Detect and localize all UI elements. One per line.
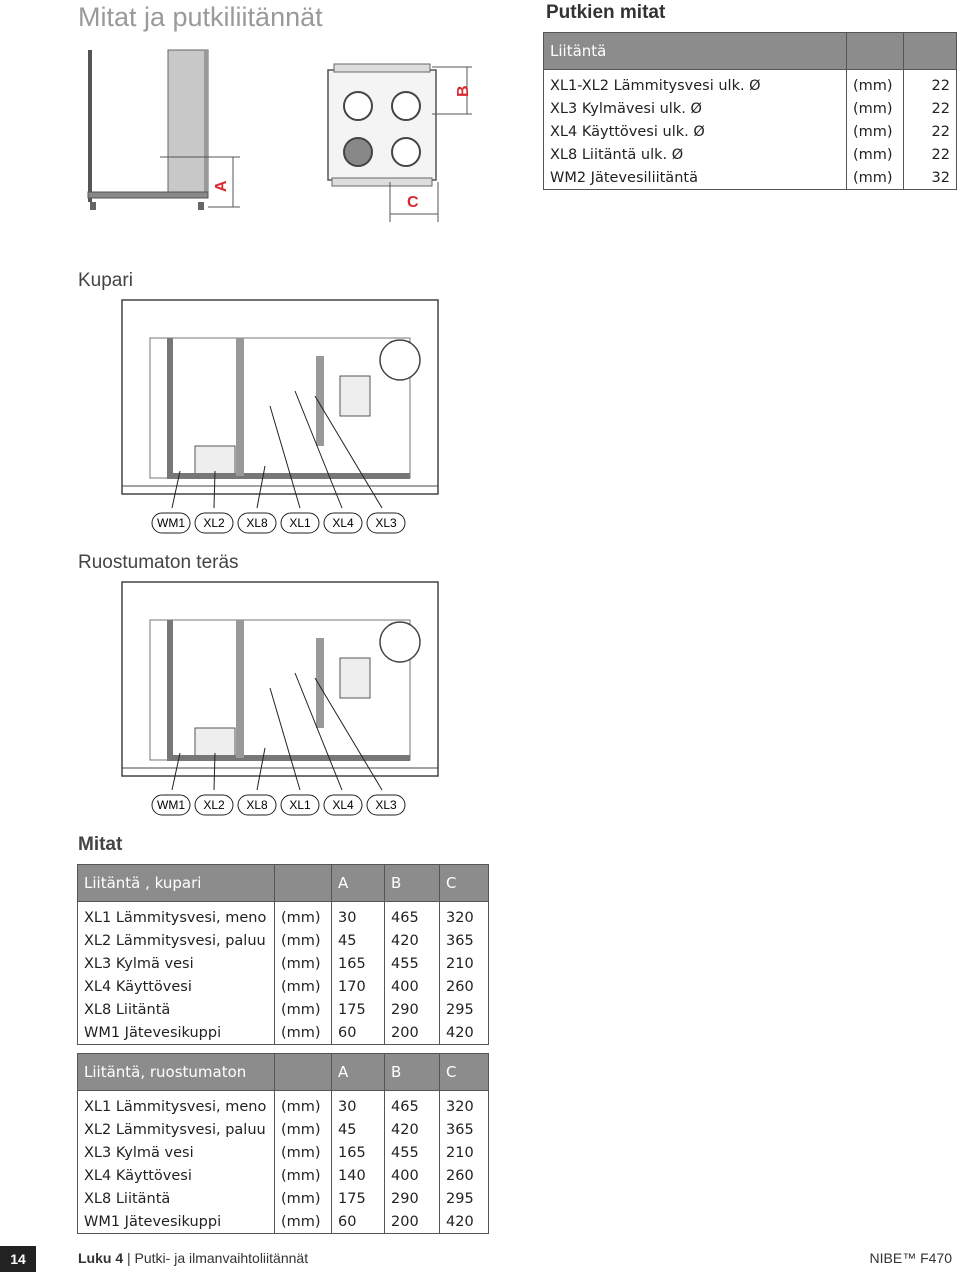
label-xl4 [324, 795, 362, 815]
svg-text:XL2: XL2 [203, 798, 225, 812]
table-row: XL8 Liitäntä ulk. Ø (mm) 22 [544, 143, 957, 166]
svg-text:XL2: XL2 [203, 516, 225, 530]
label-xl1 [281, 513, 319, 533]
svg-text:XL4: XL4 [332, 798, 354, 812]
label-xl2 [195, 513, 233, 533]
kupari-label-row [150, 510, 410, 536]
svg-text:WM1: WM1 [157, 798, 185, 812]
table-row: XL3 Kylmä vesi (mm) 165 455 210 [78, 952, 489, 975]
table-row: WM1 Jätevesikuppi (mm) 60 200 420 [78, 1021, 489, 1045]
label-wm1 [152, 513, 190, 533]
svg-text:XL1: XL1 [289, 798, 311, 812]
table-row: XL8 Liitäntä (mm) 175 290 295 [78, 998, 489, 1021]
pipe-dims-table [543, 32, 957, 190]
dimension-drawing [80, 42, 472, 222]
dim-c-label: C [407, 194, 419, 211]
table-row: XL4 Käyttövesi ulk. Ø (mm) 22 [544, 120, 957, 143]
table-row: XL1 Lämmitysvesi, meno (mm) 30 465 320 [78, 902, 489, 930]
dim-a-label: A [213, 180, 230, 192]
svg-text:WM1: WM1 [157, 516, 185, 530]
table-row: XL2 Lämmitysvesi, paluu (mm) 45 420 365 [78, 929, 489, 952]
svg-text:XL8: XL8 [246, 798, 268, 812]
table-row: XL3 Kylmävesi ulk. Ø (mm) 22 [544, 97, 957, 120]
svg-text:XL8: XL8 [246, 516, 268, 530]
label-wm1 [152, 795, 190, 815]
kupari-dimensions-table: Liitäntä , kupari A B C XL1 Lämmitysvesi, meno (mm) 30 465 320 XL2 Lämmitysvesi, paluu (mm) 45 420 365 XL3 Kylmä vesi (mm) 165 455 210 XL4 Käyttövesi (mm) 170 400 260 XL8 Liitäntä (mm) 175 290 295 WM1 Jätevesikuppi (mm) 60 200 420 [77, 864, 489, 1045]
label-xl2 [195, 795, 233, 815]
table-row: WM2 Jätevesiliitäntä (mm) 32 [544, 166, 957, 190]
kupari-connection-diagram [110, 296, 450, 536]
table-row: XL2 Lämmitysvesi, paluu (mm) 45 420 365 [78, 1118, 489, 1141]
footer-chapter: Luku 4 | Putki- ja ilmanvaihtoliitännät [78, 1250, 309, 1266]
ruostumaton-connection-diagram [110, 578, 450, 818]
pipe-dims-heading: Putkien mitat [546, 2, 666, 23]
mitat-heading: Mitat [78, 834, 123, 855]
label-xl4 [324, 513, 362, 533]
ruostumaton-label-row [150, 792, 410, 818]
label-xl3 [367, 513, 405, 533]
table-row: WM1 Jätevesikuppi (mm) 60 200 420 [78, 1210, 489, 1234]
table-row: XL8 Liitäntä (mm) 175 290 295 [78, 1187, 489, 1210]
svg-text:XL4: XL4 [332, 516, 354, 530]
page-title: Mitat ja putkiliitännät [78, 2, 323, 32]
table-row: XL1-XL2 Lämmitysvesi ulk. Ø (mm) 22 [544, 70, 957, 98]
svg-text:XL3: XL3 [375, 516, 397, 530]
ruostumaton-dimensions-table: Liitäntä, ruostumaton A B C XL1 Lämmitysvesi, meno (mm) 30 465 320 XL2 Lämmitysvesi, paluu (mm) 45 420 365 XL3 Kylmä vesi (mm) 165 455 210 XL4 Käyttövesi (mm) 140 400 260 XL8 Liitäntä (mm) 175 290 295 WM1 Jätevesikuppi (mm) 60 200 420 [77, 1053, 489, 1234]
label-xl8 [238, 795, 276, 815]
footer-brand: NIBE™ F470 [869, 1250, 952, 1266]
table-row: XL1 Lämmitysvesi, meno (mm) 30 465 320 [78, 1091, 489, 1119]
dim-b-label: B [455, 85, 472, 97]
svg-text:XL3: XL3 [375, 798, 397, 812]
label-xl1 [281, 795, 319, 815]
pipe-dims-header: Liitäntä [544, 33, 847, 70]
label-xl8 [238, 513, 276, 533]
table-row: XL3 Kylmä vesi (mm) 165 455 210 [78, 1141, 489, 1164]
table-row: XL4 Käyttövesi (mm) 140 400 260 [78, 1164, 489, 1187]
section-ruostumaton-title: Ruostumaton teräs [78, 552, 239, 573]
section-kupari-title: Kupari [78, 270, 133, 291]
label-xl3 [367, 795, 405, 815]
svg-text:XL1: XL1 [289, 516, 311, 530]
page-number: 14 [0, 1246, 36, 1272]
table-row: XL4 Käyttövesi (mm) 170 400 260 [78, 975, 489, 998]
